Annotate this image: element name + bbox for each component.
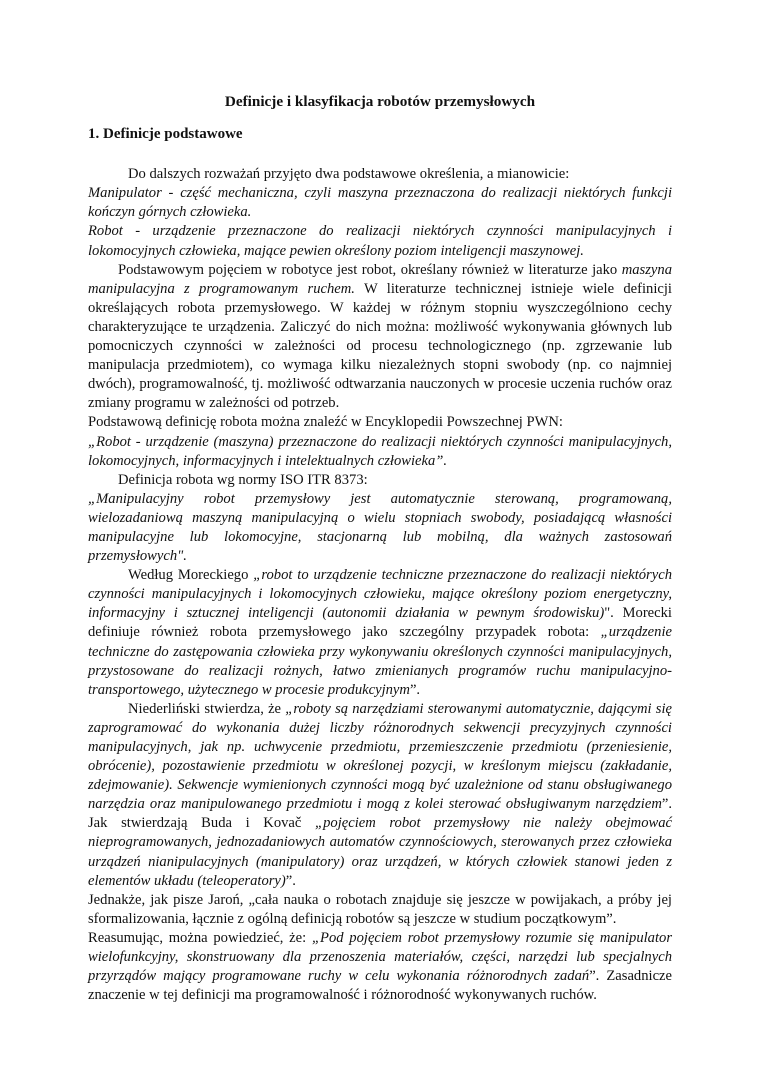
- quote-buda-kovac: „pojęciem robot przemysłowy nie należy obejmować nieprogramowanych, jednozadaniowych automatów czynnościowych, sterowanych przez człowieka urządzeń nianipulacyjnych (manipulatory) oraz urządzeń, w których człowiek stanowi jeden z elementów układu (teleoperatory): [88, 815, 672, 889]
- paragraph-iso-intro: Definicja robota wg normy ISO ITR 8373:: [118, 471, 368, 488]
- paragraph-morecki: [88, 566, 672, 700]
- page-title: Definicje i klasyfikacja robotów przemysłowych: [224, 93, 536, 110]
- quote-pwn-text: „Robot - urządzenie (maszyna) przeznaczone do realizacji niektórych czynności manipulacyjnych, lokomocyjnych, informacyjnych i intelektualnych człowieka”.: [88, 433, 672, 469]
- paragraph-text: ”. Jak stwierdzają Buda i Kovač: [88, 796, 672, 832]
- document-page: [88, 92, 672, 1005]
- paragraph-text: Podstawowym pojęciem w robotyce jest robot, określany również w literaturze jako: [118, 261, 622, 278]
- quote-morecki-2: „urządzenie techniczne do zastępowania człowieka przy wykonywaniu określonych czynności manipulacyjnych, przystosowane do realizacji rożnych, łatwo zmienianych programów ruchu manipulacyjno-transportowego, użytecznego w procesie produkcyjnym: [88, 624, 672, 698]
- paragraph-pwn-intro: Podstawową definicję robota można znaleźć w Encyklopedii Powszechnej PWN:: [88, 414, 563, 431]
- paragraph-jaron: Jednakże, jak pisze Jaroń, „cała nauka o robotach znajduje się jeszcze w powijakach, a próby jej sformalizowania, łącznie z ogólną definicją robotów są jeszcze w studium początkowym”.: [88, 891, 672, 927]
- section-heading: 1. Definicje podstawowe: [88, 126, 243, 143]
- intro-paragraph: Do dalszych rozważań przyjęto dwa podstawowe określenia, a mianowicie:: [128, 166, 570, 183]
- definition-manipulator-text: Manipulator - część mechaniczna, czyli maszyna przeznaczona do realizacji niektórych funkcji kończyn górnych człowieka.: [88, 185, 672, 221]
- quote-summary: „Pod pojęciem robot przemysłowy rozumie się manipulator wielofunkcyjny, skonstruowany dla przenoszenia materiałów, części, narzędzi lub specjalnych przyrządów mający programowane ruchy w celu wykonania różnorodnych zadań: [88, 929, 672, 985]
- paragraph-text: ”.: [285, 872, 296, 889]
- quote-morecki-1: „robot to urządzenie techniczne przeznaczone do realizacji niektórych czynności manipulacyjnych i lokomocyjnych człowieku, mające określony poziom energetyczny, informacyjny i sztucznej inteligencji (autonomii działania w pewnym środowisku): [88, 567, 672, 622]
- paragraph-niederlinski: [88, 700, 672, 891]
- paragraph-emphasis: maszyna manipulacyjna z programowanym ruchem.: [88, 261, 672, 297]
- quote-pwn: [88, 433, 672, 471]
- paragraph-text: ”. Zasadnicze znaczenie w tej definicji ma programowalność i różnorodność wykonywanych ruchów.: [88, 968, 673, 1004]
- quote-niederlinski: „roboty są narzędziami sterowanymi automatycznie, dającymi się zaprogramować do wykonania dużej liczby różnorodnych sekwencji precyzyjnych czynności manipulacyjnych, jak np. uchwycenie przedmiotu, przemieszczenie przedmiotu (przeniesienie, obrócenie), pozostawienie przedmiotu w określonej pozycji, w kreślonym miejscu (zakładanie, zdejmowanie). Sekwencje wymienionych czynności mogą być uzależnione od stanu obsługiwanego narzędzia oraz manipulowanego przedmiotu i mogą z kolei sterować obsługiwanym narzędziem: [88, 700, 673, 813]
- paragraph-text: Niederliński stwierdza, że: [128, 700, 286, 717]
- definition-robot-text: Robot - urządzenie przeznaczone do realizacji niektórych czynności manipulacyjnych i lokomocyjnych człowieka, mające pewien określony poziom inteligencji maszynowej.: [88, 223, 672, 259]
- paragraph-basic-concept: [88, 261, 672, 414]
- paragraph-text: W literaturze technicznej istnieje wiele definicji określających robota przemysłowego. W każdej w różnym stopniu wyszczególniono cechy charakteryzujące te urządzenia. Zaliczyć do nich można: możliwość wykonywania głównych lub pomocniczych czynności w zależności od procesu technologicznego (np. zgrzewanie lub manipulacja przedmiotem), co wymaga kilku niezależnych stopni swobody (np. co najmniej dwóch), programowalność, tj. możliwość odtwarzania nauczonych w procesie uczenia ruchów oraz zmiany programu w zależności od potrzeb.: [88, 280, 672, 412]
- paragraph-text: ". Morecki definiuje również robota przemysłowego jako szczególny przypadek robota:: [88, 605, 672, 641]
- definition-robot: [88, 222, 672, 260]
- paragraph-text: Reasumując, można powiedzieć, że:: [88, 929, 312, 946]
- definition-manipulator: [88, 184, 672, 222]
- quote-iso: [88, 490, 672, 566]
- paragraph-text: ”.: [409, 681, 421, 698]
- paragraph-summary: [88, 929, 672, 1005]
- paragraph-text: Według Moreckiego: [128, 567, 254, 584]
- quote-iso-text: „Manipulacyjny robot przemysłowy jest automatycznie sterowaną, programowaną, wielozadaniową maszyną manipulacyjną o wielu stopniach swobody, posiadającą własności manipulacyjne lub lokomocyjne, stacjonarną lub mobilną, dla ważnych zastosowań przemysłowych".: [88, 490, 672, 565]
